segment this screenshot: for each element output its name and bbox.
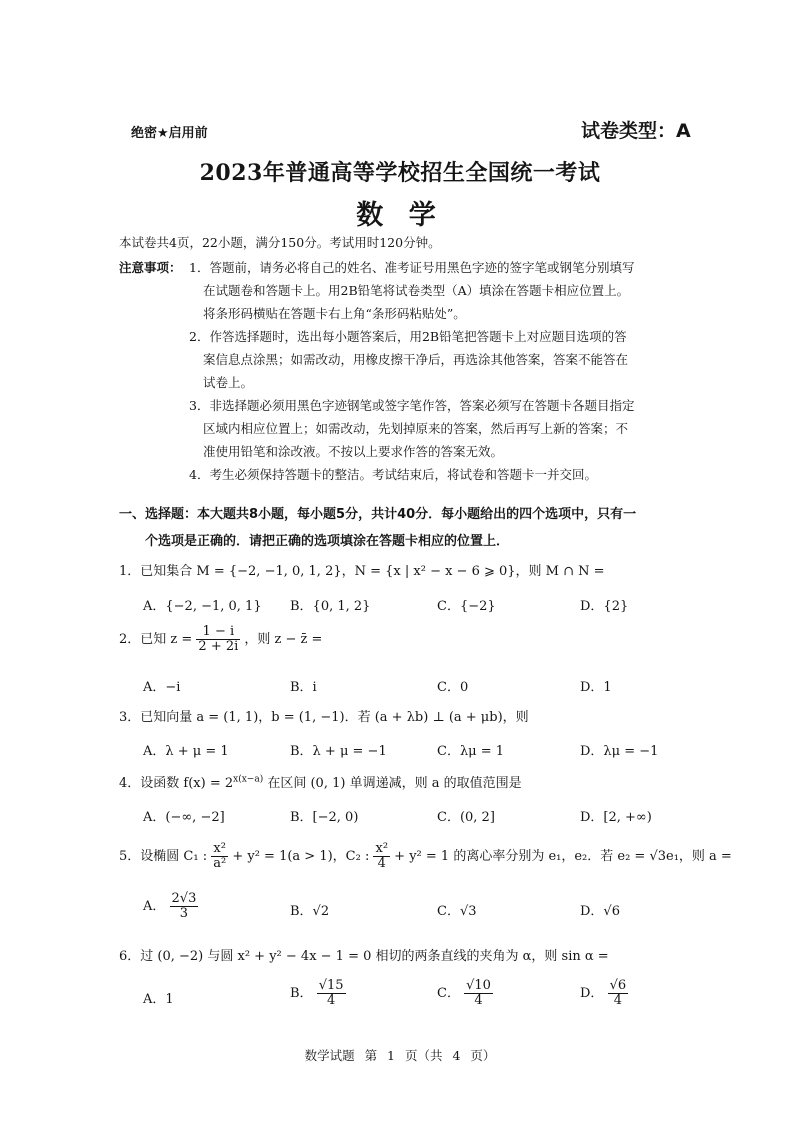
q6-option-c-fraction <box>464 979 493 1008</box>
question-6: 6．过 (0, −2) 与圆 x² + y² − 4x − 1 = 0 相切的两条直线的夹角为 α，则 sin α = <box>119 949 609 964</box>
q2-option-b: B．i <box>290 680 317 695</box>
q4-option-c: C．(0, 2] <box>437 810 495 825</box>
exam-intro: 本试卷共4页，22小题，满分150分。考试用时120分钟。 <box>119 235 441 250</box>
q2-fraction-den: 2 + 2i <box>198 639 239 654</box>
q4-option-d: D．[2, +∞) <box>580 810 652 825</box>
notice-line: 案信息点涂黑；如需改动，用橡皮擦干净后，再选涂其他答案，答案不能答在 <box>203 352 629 367</box>
section-heading-cont: 个选项是正确的．请把正确的选项填涂在答题卡相应的位置上． <box>145 534 510 549</box>
notice-line: 2．作答选择题时，选出每小题答案后，用2B铅笔把答题卡上对应题目选项的答 <box>189 329 627 344</box>
question-5 <box>119 842 732 871</box>
q2-option-d: D．1 <box>580 680 612 695</box>
q5-option-c: C．√3 <box>437 904 477 919</box>
q5-option-d: D．√6 <box>580 904 620 919</box>
notice-line: 在试题卷和答题卡上。用2B铅笔将试卷类型（A）填涂在答题卡相应位置上。 <box>203 283 630 298</box>
notice-line: 4．考生必须保持答题卡的整洁。考试结束后，将试卷和答题卡一并交回。 <box>189 467 597 482</box>
q4-stem-post: 在区间 (0, 1) 单调递减，则 a 的取值范围是 <box>263 776 522 791</box>
q2-option-c: C．0 <box>437 680 469 695</box>
q6-option-c-label: C． <box>437 986 460 1001</box>
q3-option-a: A．λ + μ = 1 <box>143 744 229 759</box>
notice-line: 1．答题前，请务必将自己的姓名、准考证号用黑色字迹的签字笔或钢笔分别填写 <box>189 260 635 275</box>
q6-option-d-label: D． <box>580 986 604 1001</box>
notice-line: 准使用铅笔和涂改液。不按以上要求作答的答案无效。 <box>203 444 504 459</box>
q3-option-c: C．λμ = 1 <box>437 744 505 759</box>
notice-line: 将条形码横贴在答题卡右上角“条形码粘贴处”。 <box>203 306 466 321</box>
q5-option-a-label: A． <box>143 899 166 914</box>
notice-line: 区域内相应位置上；如需改动，先划掉原来的答案，然后再写上新的答案；不 <box>203 421 629 436</box>
q2-stem-post: ，则 z − z̄ = <box>244 632 323 647</box>
q3-option-b: B．λ + μ = −1 <box>290 744 387 759</box>
q4-option-a: A．(−∞, −2] <box>143 810 225 825</box>
q5-fraction-2 <box>373 842 390 871</box>
section-heading: 一、选择题：本大题共8小题，每小题5分，共计40分．每小题给出的四个选项中，只有一 <box>119 507 637 522</box>
q5-fraction-1 <box>211 842 228 871</box>
q5-fraction-2-den: 4 <box>377 856 386 871</box>
q5-option-a <box>143 892 198 921</box>
confidential-mark: 绝密★启用前 <box>131 126 208 141</box>
q6-option-c-den: 4 <box>474 993 483 1008</box>
q1-option-a: A．{−2, −1, 0, 1} <box>143 599 262 614</box>
q4-stem-pre: 4．设函数 f(x) = 2 <box>119 776 234 791</box>
q6-option-a: A．1 <box>143 992 174 1007</box>
paper-type: 试卷类型：A <box>581 120 691 142</box>
q5-fraction-2-num: x² <box>375 841 389 856</box>
q5-option-b: B．√2 <box>290 904 330 919</box>
q5-option-a-den: 3 <box>179 906 189 921</box>
q1-option-c: C．{−2} <box>437 599 496 614</box>
q6-option-b-den: 4 <box>326 993 336 1008</box>
question-1: 1．已知集合 M = {−2, −1, 0, 1, 2}，N = {x | x² − x − 6 ⩾ 0}，则 M ∩ N = <box>119 564 605 579</box>
q1-option-d: D．{2} <box>580 599 629 614</box>
q4-exponent: x(x−a) <box>233 774 264 785</box>
q5-fraction-1-den: a² <box>213 856 227 871</box>
q2-fraction <box>196 625 240 654</box>
q6-option-b-fraction <box>317 979 346 1008</box>
exam-title: 2023年普通高等学校招生全国统一考试 <box>199 160 601 186</box>
notice-line: 试卷上。 <box>203 375 254 390</box>
q1-option-b: B．{0, 1, 2} <box>290 599 371 614</box>
q5-stem-part3: + y² = 1 的离心率分别为 e₁，e₂．若 e₂ = √3e₁，则 a = <box>394 849 732 864</box>
question-3: 3．已知向量 a = (1, 1)，b = (1, −1)．若 (a + λb) ⊥ (a + μb)，则 <box>119 710 529 725</box>
q6-option-d-den: 4 <box>613 993 622 1008</box>
q6-option-b-label: B． <box>290 986 313 1001</box>
q6-option-d-fraction <box>608 979 629 1008</box>
q2-option-a: A．−i <box>143 680 181 695</box>
q4-option-b: B．[−2, 0) <box>290 810 359 825</box>
q6-option-c <box>437 979 493 1008</box>
q5-option-a-fraction <box>170 892 199 921</box>
q3-option-d: D．λμ = −1 <box>580 744 659 759</box>
q6-option-c-num: √10 <box>466 978 491 993</box>
q6-option-b-num: √15 <box>318 978 344 993</box>
question-2 <box>119 625 322 654</box>
notice-line: 3．非选择题必须用黑色字迹钢笔或签字笔作答，答案必须写在答题卡各题目指定 <box>189 398 635 413</box>
subject-title: 数 学 <box>356 200 444 231</box>
q6-option-b <box>290 979 346 1008</box>
q6-option-d <box>580 979 628 1008</box>
q2-stem-pre: 2．已知 z = <box>119 632 193 647</box>
q6-option-d-num: √6 <box>609 978 627 993</box>
q2-fraction-num: 1 − i <box>196 625 240 640</box>
q5-stem-part2: + y² = 1(a > 1)，C₂ : <box>232 849 370 864</box>
page-footer: 数学试题 第 1 页（共 4 页） <box>304 1048 496 1063</box>
q5-stem-part1: 5．设椭圆 C₁ : <box>119 849 208 864</box>
q5-option-a-num: 2√3 <box>171 891 197 906</box>
notice-label: 注意事项： <box>119 260 182 275</box>
question-4 <box>119 772 522 791</box>
q5-fraction-1-num: x² <box>211 842 228 857</box>
